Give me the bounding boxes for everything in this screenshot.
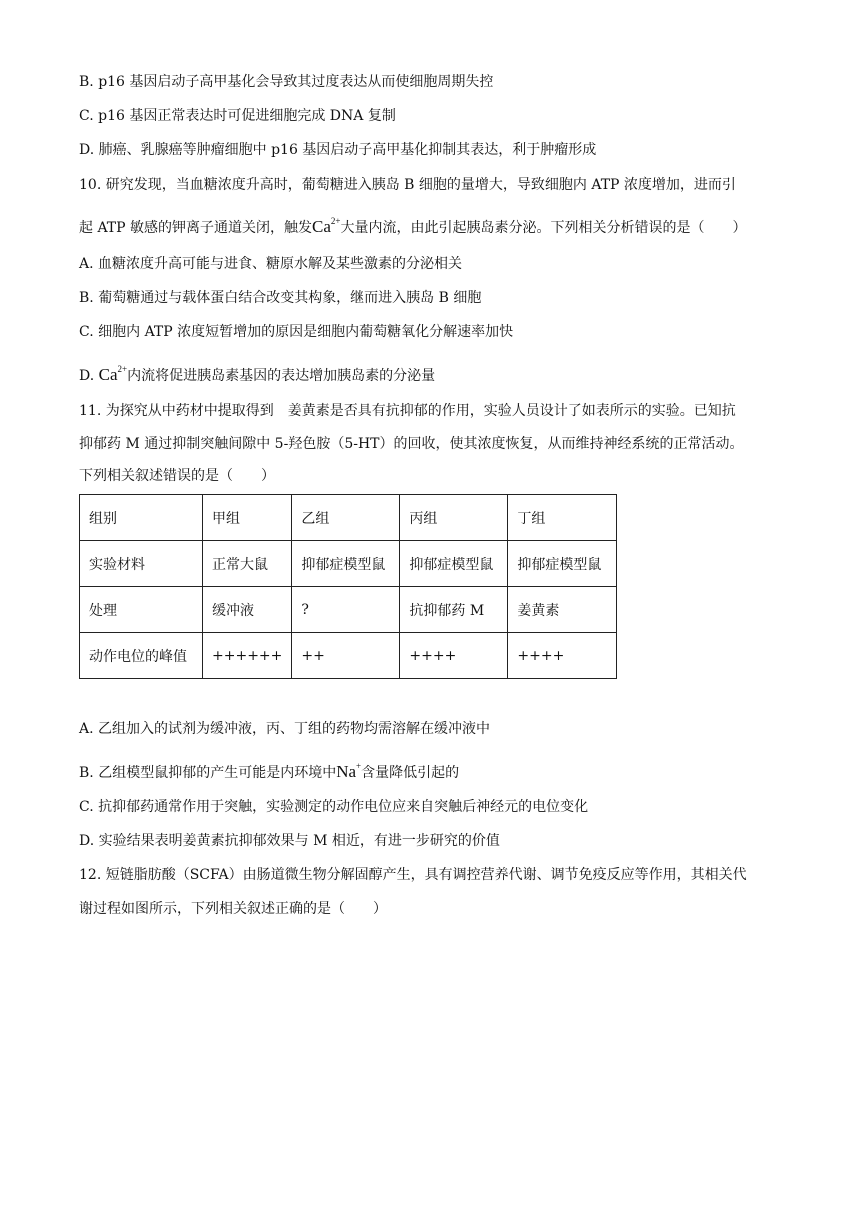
q11-option-d: D. 实验结果表明姜黄素抗抑郁效果与 M 相近，有进一步研究的价值 [79,833,500,849]
table-row [80,587,617,633]
table-cell: 抑郁症模型鼠 [292,541,400,587]
table-cell: 实验材料 [80,541,203,587]
table-cell: 动作电位的峰值 [80,633,203,679]
table-cell: 姜黄素 [508,587,617,633]
table-cell: 抗抑郁药 M [400,587,508,633]
table-cell: ++++ [508,633,617,679]
q10-option-a: A. 血糖浓度升高可能与进食、糖原水解及某些激素的分泌相关 [79,256,463,272]
table-row [80,541,617,587]
q10-option-c: C. 细胞内 ATP 浓度短暂增加的原因是细胞内葡萄糖氧化分解速率加快 [79,324,514,340]
table-cell: 丁组 [508,495,617,541]
q12-stem-line1: 12. 短链脂肪酸（SCFA）由肠道微生物分解固醇产生，具有调控营养代谢、调节免疫反应等作用，其相关代 [79,867,747,883]
q9-option-d: D. 肺癌、乳腺癌等肿瘤细胞中 p16 基因启动子高甲基化抑制其表达，利于肿瘤形成 [79,142,597,158]
q11-stem-line1: 11. 为探究从中药材中提取得到 姜黄素是否具有抗抑郁的作用，实验人员设计了如表所示的实验。已知抗 [79,403,736,419]
table-cell: 抑郁症模型鼠 [400,541,508,587]
table-cell: 乙组 [292,495,400,541]
table-cell: ++++++ [203,633,292,679]
option-text: B. 乙组模型鼠抑郁的产生可能是内环境中 [79,765,337,781]
q10-option-d [79,360,435,385]
q10-stem-line2 [79,212,746,237]
table-cell: ++++ [400,633,508,679]
table-cell: 正常大鼠 [203,541,292,587]
q10-stem-text: 起 ATP 敏感的钾离子通道关闭，触发 [79,220,313,236]
q10-stem-text: 大量内流，由此引起胰岛素分泌。下列相关分析错误的是（ ） [340,220,747,236]
q11-stem-line3: 下列相关叙述错误的是（ ） [79,468,275,484]
option-letter: D. [79,368,95,384]
q11-option-b [79,757,459,782]
table-cell: 缓冲液 [203,587,292,633]
table-cell: 丙组 [400,495,508,541]
table-row [80,495,617,541]
calcium-ion: $Ca^{2+}$ [312,216,341,236]
table-cell: 甲组 [203,495,292,541]
calcium-ion: $Ca^{2+}$ [98,364,128,384]
table-cell: 处理 [80,587,203,633]
q11-stem-line2: 抑郁药 M 通过抑制突触间隙中 5-羟色胺（5-HT）的回收，使其浓度恢复，从而维持神经系统的正常活动。 [79,436,744,452]
q9-option-b: B. p16 基因启动子高甲基化会导致其过度表达从而使细胞周期失控 [79,74,494,90]
table-cell: 组别 [80,495,203,541]
q12-stem-line2: 谢过程如图所示，下列相关叙述正确的是（ ） [79,901,387,917]
experiment-table [79,494,617,679]
q11-option-a: A. 乙组加入的试剂为缓冲液，丙、丁组的药物均需溶解在缓冲液中 [79,721,491,737]
q10-stem-line1: 10. 研究发现，当血糖浓度升高时，葡萄糖进入胰岛 B 细胞的量增大，导致细胞内 ATP 浓度增加，进而引 [79,177,736,193]
q11-option-c: C. 抗抑郁药通常作用于突触，实验测定的动作电位应来自突触后神经元的电位变化 [79,799,589,815]
table-cell: ++ [292,633,400,679]
option-text: 含量降低引起的 [361,765,460,781]
table-cell: ? [292,587,400,633]
q9-option-c: C. p16 基因正常表达时可促进细胞完成 DNA 复制 [79,108,396,124]
q10-option-b: B. 葡萄糖通过与载体蛋白结合改变其构象，继而进入胰岛 B 细胞 [79,290,482,306]
table-row [80,633,617,679]
table-cell: 抑郁症模型鼠 [508,541,617,587]
sodium-ion: Na+ [336,761,362,781]
option-text: 内流将促进胰岛素基因的表达增加胰岛素的分泌量 [127,368,436,384]
